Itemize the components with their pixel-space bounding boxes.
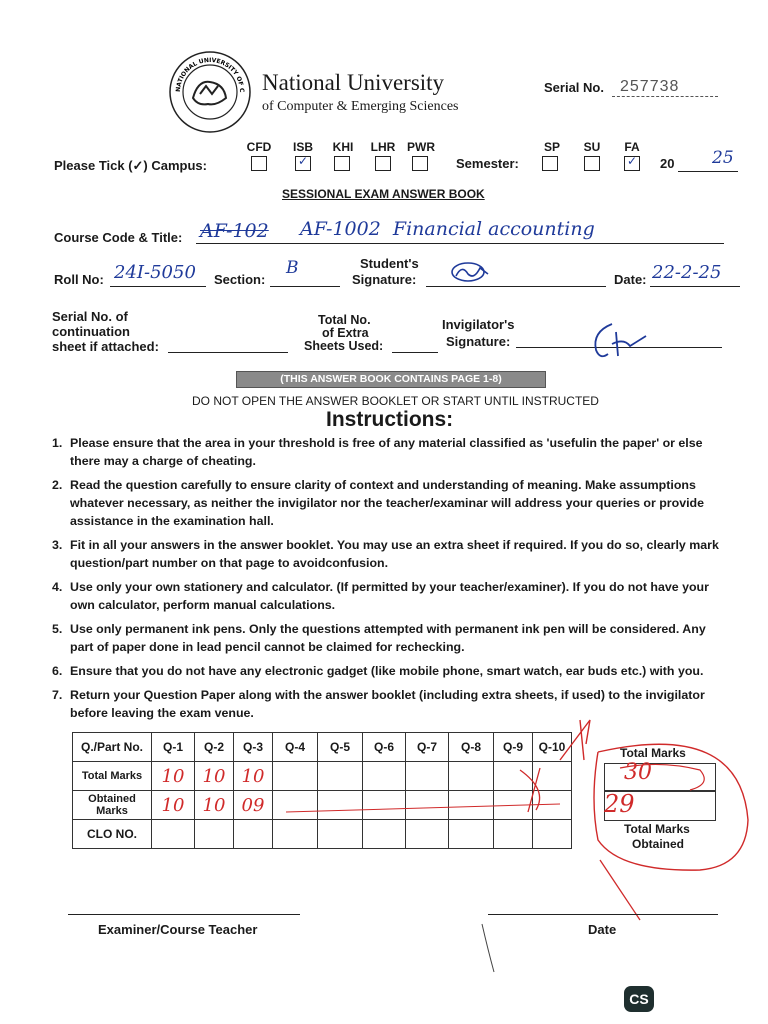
row-label: CLO NO. bbox=[73, 820, 152, 849]
question-header: Q-8 bbox=[449, 733, 494, 762]
question-header: Q-5 bbox=[318, 733, 363, 762]
course-struck-value: AF-102 bbox=[200, 220, 269, 242]
university-name: National University bbox=[262, 70, 445, 95]
year-prefix: 20 bbox=[660, 156, 675, 171]
instruction-item: 6. Ensure that you do not have any electronic gadget (like mobile phone, smart watch, ear buds etc.) with you. bbox=[52, 664, 704, 678]
total-extra-label-2: of Extra bbox=[322, 326, 369, 340]
total-extra-label-3: Sheets Used: bbox=[304, 339, 384, 353]
tick-mark-icon: ✓ bbox=[627, 154, 638, 168]
total-marks-label: Total Marks bbox=[620, 746, 686, 760]
svg-text:NATIONAL UNIVERSITY OF COMPUTE: NATIONAL UNIVERSITY OF C bbox=[174, 56, 246, 93]
obtained-total-value: 29 bbox=[604, 790, 635, 818]
total-obtained-label-1: Total Marks bbox=[624, 822, 690, 836]
semester-sp-label: SP bbox=[543, 140, 560, 154]
question-header: Q-1 bbox=[152, 733, 195, 762]
course-value: AF-1002 Financial accounting bbox=[300, 218, 595, 240]
roll-label: Roll No: bbox=[54, 272, 104, 287]
instruction-item: 2. Read the question carefully to ensure clarity of context and understanding of meaning. Make assumptions whatever necessary, as neither the invigilator nor the teacher/examinar will address your queries or provide assistance in the examination hall. bbox=[52, 478, 704, 528]
question-header: Q-2 bbox=[195, 733, 234, 762]
qpart-header: Q./Part No. bbox=[73, 733, 152, 762]
date-value: 22-2-25 bbox=[652, 262, 722, 283]
do-not-open-notice: DO NOT OPEN THE ANSWER BOOKLET OR START UNTIL INSTRUCTED bbox=[192, 394, 599, 408]
total-marks-value: 30 bbox=[624, 760, 652, 785]
university-subtitle: of Computer & Emerging Sciences bbox=[262, 99, 459, 114]
total-mark-cell: 10 bbox=[152, 762, 195, 791]
row-label: Total Marks bbox=[73, 762, 152, 791]
instruction-item: 1. Please ensure that the area in your threshold is free of any material classified as 'usefulin the paper' or else there may a charge of cheating. bbox=[52, 436, 703, 468]
tick-mark-icon: ✓ bbox=[298, 154, 309, 168]
total-obtained-label-2: Obtained bbox=[632, 837, 685, 851]
question-header: Q-6 bbox=[363, 733, 406, 762]
invig-label-2: Signature: bbox=[446, 334, 511, 349]
semester-fa-label: FA bbox=[624, 140, 640, 154]
question-header: Q-10 bbox=[533, 733, 572, 762]
obtained-mark-cell: 09 bbox=[234, 791, 273, 820]
instruction-item: 3. Fit in all your answers in the answer booklet. You may use an extra sheet if required. If you do so, clearly mark question/part number on that page to avoidconfusion. bbox=[52, 538, 719, 570]
course-label: Course Code & Title: bbox=[54, 230, 183, 245]
serial-cont-label-1: Serial No. of bbox=[52, 309, 128, 324]
examiner-sign-line bbox=[68, 914, 300, 915]
campus-cfd-label: CFD bbox=[246, 140, 272, 154]
campus-label: Please Tick (✓) Campus: bbox=[54, 158, 207, 173]
obtained-mark-cell: 10 bbox=[152, 791, 195, 820]
campus-khi-label: KHI bbox=[332, 140, 354, 154]
badge-text: CS bbox=[629, 991, 649, 1007]
instruction-item: 7. Return your Question Paper along with the answer booklet (including extra sheets, if used) to the invigilator before leaving the exam venue. bbox=[52, 688, 705, 720]
instruction-item: 4. Use only your own stationery and calculator. (If permitted by your teacher/examiner). If you do not have your own calculator, perform manual calculations. bbox=[52, 580, 709, 612]
pencil-stroke bbox=[470, 920, 510, 980]
year-value: 25 bbox=[712, 148, 734, 168]
footer-date-label: Date bbox=[588, 922, 617, 937]
invig-label-1: Invigilator's bbox=[442, 317, 515, 332]
instructions-title: Instructions: bbox=[326, 408, 454, 431]
serial-value: 257738 bbox=[620, 78, 680, 95]
footer-date-line bbox=[488, 914, 718, 915]
campus-isb-label: ISB bbox=[292, 140, 313, 154]
student-sig-label-2: Signature: bbox=[352, 272, 417, 287]
row-label: Obtained Marks bbox=[73, 791, 152, 820]
obtained-mark-cell: 10 bbox=[195, 791, 234, 820]
section-value: B bbox=[286, 258, 299, 278]
semester-su-label: SU bbox=[583, 140, 601, 154]
camscanner-badge bbox=[624, 986, 654, 1012]
examiner-label: Examiner/Course Teacher bbox=[98, 922, 258, 937]
book-title: SESSIONAL EXAM ANSWER BOOK bbox=[282, 187, 485, 201]
roll-value: 24I-5050 bbox=[114, 262, 196, 283]
campus-lhr-label: LHR bbox=[370, 140, 396, 154]
total-extra-label-1: Total No. bbox=[318, 313, 371, 327]
page-banner-text: (THIS ANSWER BOOK CONTAINS PAGE 1-8) bbox=[280, 373, 502, 385]
serial-cont-label-2: continuation bbox=[52, 324, 130, 339]
instruction-item: 5. Use only permanent ink pens. Only the questions attempted with permanent ink pen will be considered. Any part of paper done in lead pencil cannot be claimed for rechecking. bbox=[52, 622, 706, 654]
date-label: Date: bbox=[614, 272, 647, 287]
semester-label: Semester: bbox=[456, 156, 519, 171]
total-mark-cell: 10 bbox=[195, 762, 234, 791]
campus-pwr-label: PWR bbox=[407, 140, 435, 154]
question-header: Q-3 bbox=[234, 733, 273, 762]
serial-label: Serial No. bbox=[544, 80, 604, 95]
question-header: Q-7 bbox=[406, 733, 449, 762]
question-header: Q-4 bbox=[273, 733, 318, 762]
student-sig-label-1: Student's bbox=[360, 256, 419, 271]
question-header: Q-9 bbox=[494, 733, 533, 762]
serial-cont-label-3: sheet if attached: bbox=[52, 339, 159, 354]
total-mark-cell: 10 bbox=[234, 762, 273, 791]
section-label: Section: bbox=[214, 272, 266, 287]
